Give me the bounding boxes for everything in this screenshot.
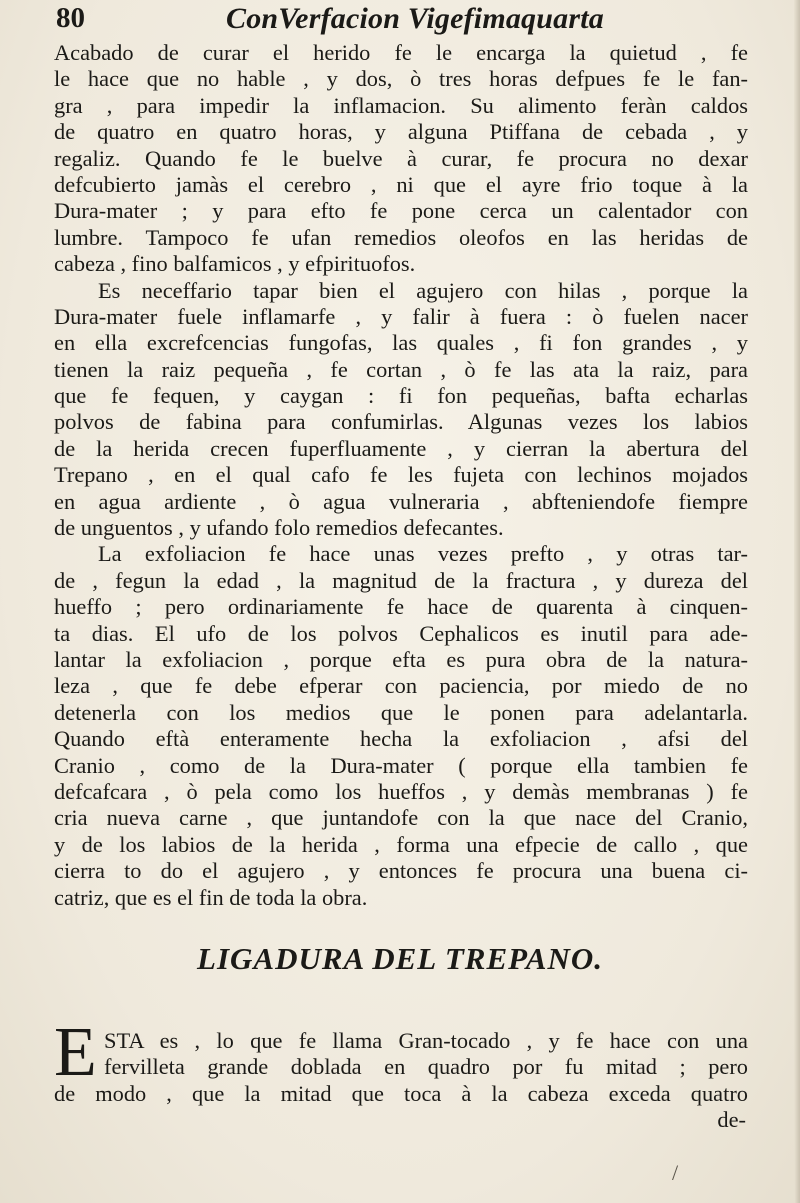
- text-line: lantar la exfoliacion , porque efta es pura obra de la natura-: [54, 646, 748, 672]
- text-line: Trepano , en el qual cafo fe les fujeta con lechinos mojados: [54, 462, 748, 488]
- section-title: LIGADURA DEL TREPANO.: [197, 941, 603, 976]
- text-line: STA es , lo que fe llama Gran-tocado , y fe hace con una: [104, 1028, 748, 1053]
- page-edge: [794, 0, 800, 1203]
- stray-mark: /: [672, 1160, 679, 1185]
- running-head: ConVerfacion Vigefimaquarta: [226, 2, 604, 35]
- text-line: fervilleta grande doblada en quadro por fu mitad ; pero: [104, 1054, 748, 1080]
- text-line: lumbre. Tampoco fe ufan remedios oleofos en las heridas de: [54, 224, 748, 250]
- text-line: Dura-mater ; y para efto fe pone cerca un calentador con: [54, 198, 748, 224]
- text-line: de quatro en quatro horas, y alguna Ptiffana de cebada , y: [54, 119, 748, 145]
- text-line: y de los labios de la herida , forma una efpecie de callo , que: [54, 831, 748, 857]
- text-line: Cranio , como de la Dura-mater ( porque ella tambien fe: [54, 752, 748, 778]
- text-line: detenerla con los medios que le ponen para adelantarla.: [54, 699, 748, 725]
- page-number: 80: [56, 2, 85, 34]
- text-line: cierra to do el agujero , y entonces fe procura una buena ci-: [54, 858, 748, 884]
- body-text: [54, 40, 748, 911]
- text-line: regaliz. Quando fe le buelve à curar, fe procura no dexar: [54, 145, 748, 171]
- text-line: tienen la raiz pequeña , fe cortan , ò fe las ata la raiz, para: [54, 356, 748, 382]
- text-line: de la herida crecen fuperfluamente , y cierran la abertura del: [54, 435, 748, 461]
- text-line: Es neceffario tapar bien el agujero con hilas , porque la: [98, 277, 748, 303]
- text-line: polvos de fabina para confumirlas. Algunas vezes los labios: [54, 409, 748, 435]
- text-line: catriz, que es el fin de toda la obra.: [54, 884, 368, 910]
- text-line: defcafcara , ò pela como los hueffos , y demàs membranas ) fe: [54, 778, 748, 804]
- page-header: [56, 2, 746, 38]
- text-line: le hace que no hable , y dos, ò tres horas defpues fe le fan-: [54, 66, 748, 92]
- text-line: en ella excrefcencias fungofas, las quales , fi fon grandes , y: [54, 330, 748, 356]
- text-line: de , fegun la edad , la magnitud de la fractura , y dureza del: [54, 567, 748, 593]
- text-line: ta dias. El ufo de los polvos Cephalicos es inutil para ade-: [54, 620, 748, 646]
- text-line: Quando eftà enteramente hecha la exfoliacion , afsi del: [54, 726, 748, 752]
- text-line: Acabado de curar el herido fe le encarga la quietud , fe: [54, 40, 748, 65]
- text-line: cria nueva carne , que juntandofe con la que nace del Cranio,: [54, 805, 748, 831]
- text-line: en agua ardiente , ò agua vulneraria , abfteniendofe fiempre: [54, 488, 748, 514]
- text-line: defcubierto jamàs el cerebro , ni que el ayre frio toque à la: [54, 171, 748, 197]
- text-line: de modo , que la mitad que toca à la cabeza exceda quatro: [54, 1080, 748, 1106]
- text-line: La exfoliacion fe hace unas vezes prefto , y otras tar-: [98, 541, 748, 567]
- catchword: de-: [717, 1107, 746, 1133]
- section-paragraph: [54, 1014, 748, 1133]
- text-line: que fe fequen, y caygan : fi fon pequeñas, bafta echarlas: [54, 383, 748, 409]
- text-line: de unguentos , y ufando folo remedios defecantes.: [54, 515, 504, 541]
- text-line: gra , para impedir la inflamacion. Su alimento feràn caldos: [54, 92, 748, 118]
- text-line: Dura-mater fuele inflamarfe , y falir à fuera : ò fuelen nacer: [54, 303, 748, 329]
- text-line: hueffo ; pero ordinariamente fe hace de quarenta à cinquen-: [54, 594, 748, 620]
- text-line: cabeza , fino balfamicos , y efpirituofos.: [54, 251, 416, 277]
- drop-cap: E: [54, 1014, 97, 1091]
- text-line: leza , que fe debe efperar con paciencia, por miedo de no: [54, 673, 748, 699]
